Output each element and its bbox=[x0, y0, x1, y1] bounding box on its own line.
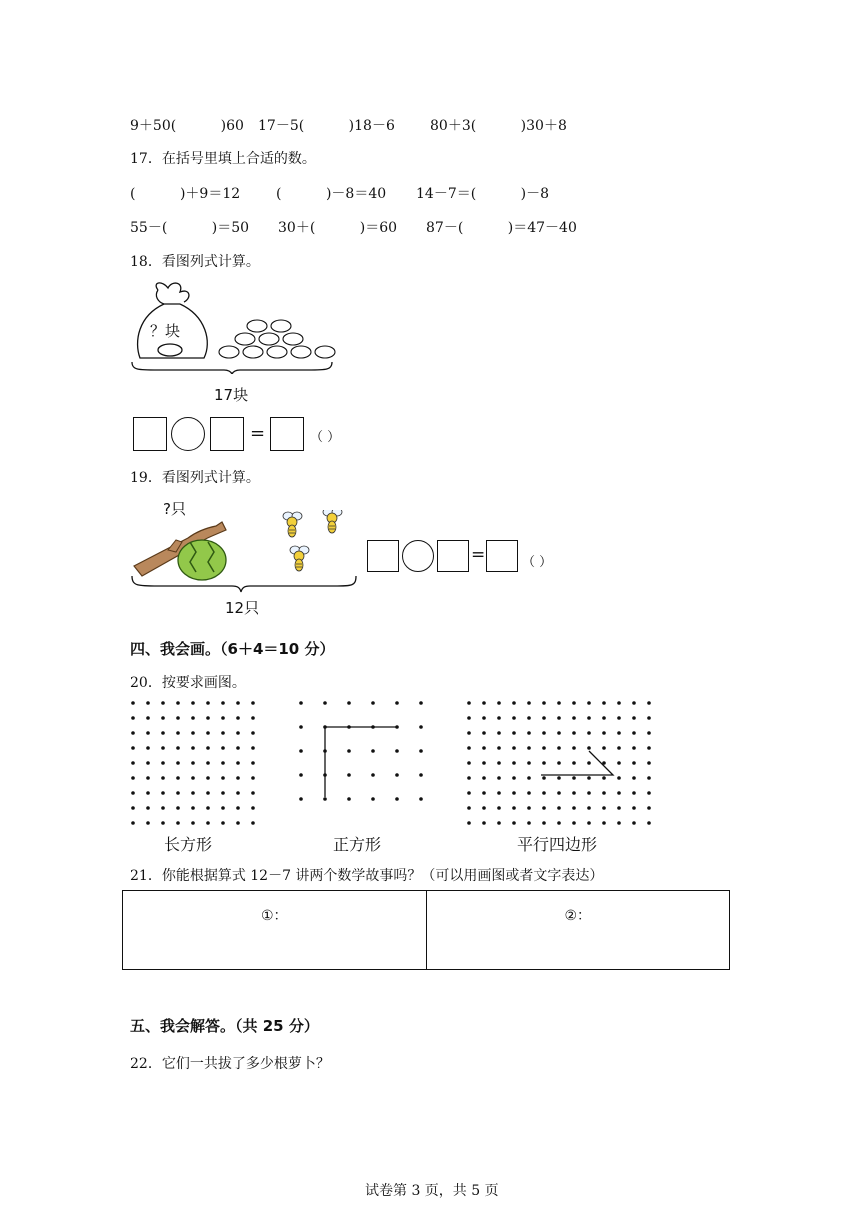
grid-dot bbox=[632, 716, 636, 720]
grid-dot bbox=[572, 791, 576, 795]
grid-dot bbox=[497, 716, 501, 720]
grid-dot bbox=[632, 761, 636, 765]
grid-dot bbox=[176, 821, 180, 825]
grid-dot bbox=[191, 806, 195, 810]
grid-dot bbox=[617, 806, 621, 810]
grid-dot bbox=[299, 749, 303, 753]
q18-operator-circle[interactable] bbox=[171, 417, 205, 451]
q16-item-1: 9＋50( )60 bbox=[130, 118, 244, 134]
grid-dot bbox=[191, 776, 195, 780]
grid-dot bbox=[497, 746, 501, 750]
grid-dot bbox=[299, 725, 303, 729]
grid-dot bbox=[191, 701, 195, 705]
grid-dot bbox=[161, 821, 165, 825]
q19-total-label: 12只 bbox=[225, 599, 260, 617]
grid-dot bbox=[497, 701, 501, 705]
grid-dot bbox=[146, 716, 150, 720]
q19-answer-box-3[interactable] bbox=[486, 540, 518, 572]
grid-dot bbox=[557, 821, 561, 825]
grid-dot bbox=[557, 701, 561, 705]
grid-dot bbox=[236, 716, 240, 720]
grid-dot bbox=[161, 791, 165, 795]
grid-dot bbox=[131, 701, 135, 705]
q19-illustration bbox=[128, 510, 362, 596]
grid-dot bbox=[206, 731, 210, 735]
q17-row2-item-2: 30＋( )＝60 bbox=[278, 220, 398, 236]
grid-dot bbox=[482, 821, 486, 825]
grid-dot bbox=[572, 821, 576, 825]
grid-dot bbox=[467, 731, 471, 735]
grid-dot bbox=[323, 701, 327, 705]
grid-dot bbox=[587, 731, 591, 735]
grid-dot bbox=[482, 731, 486, 735]
grid-dot bbox=[647, 746, 651, 750]
grid-dot bbox=[497, 731, 501, 735]
q17-row1-item-2: ( )－8＝40 bbox=[276, 186, 387, 202]
grid-dot bbox=[221, 821, 225, 825]
grid-dot bbox=[497, 806, 501, 810]
grid-dot bbox=[131, 746, 135, 750]
grid-dot bbox=[587, 821, 591, 825]
grid-dot bbox=[617, 746, 621, 750]
q20-label-parallelogram: 平行四边形 bbox=[517, 835, 598, 854]
grid-dot bbox=[191, 791, 195, 795]
grid-dot bbox=[191, 746, 195, 750]
grid-dot bbox=[617, 776, 621, 780]
grid-dot bbox=[395, 749, 399, 753]
grid-dot bbox=[236, 761, 240, 765]
grid-dot bbox=[251, 821, 255, 825]
q17-row1-item-1: ( )＋9＝12 bbox=[130, 186, 241, 202]
grid-dot bbox=[572, 731, 576, 735]
grid-dot bbox=[161, 746, 165, 750]
q19-answer-box-2[interactable] bbox=[437, 540, 469, 572]
grid-dot bbox=[527, 701, 531, 705]
grid-dot bbox=[236, 806, 240, 810]
grid-dot bbox=[146, 731, 150, 735]
grid-dot bbox=[251, 761, 255, 765]
grid-dot bbox=[557, 791, 561, 795]
grid-dot bbox=[347, 701, 351, 705]
bee-icon bbox=[290, 546, 309, 571]
grid-dot bbox=[527, 806, 531, 810]
grid-dot bbox=[647, 761, 651, 765]
grid-dot bbox=[176, 806, 180, 810]
grid-dot bbox=[206, 806, 210, 810]
q19-total-brace bbox=[132, 576, 356, 592]
grid-dot bbox=[497, 791, 501, 795]
grid-dot bbox=[371, 797, 375, 801]
grid-dot bbox=[512, 746, 516, 750]
grid-dot bbox=[221, 791, 225, 795]
grid-dot bbox=[632, 731, 636, 735]
grid-dot bbox=[542, 761, 546, 765]
dot-grid-rectangle[interactable] bbox=[126, 696, 262, 826]
grid-dot bbox=[347, 797, 351, 801]
q22-title: 22．它们一共拔了多少根萝卜？ bbox=[130, 1056, 330, 1072]
grid-dot bbox=[617, 761, 621, 765]
grid-dot bbox=[512, 791, 516, 795]
grid-dot bbox=[191, 716, 195, 720]
grid-dot bbox=[371, 773, 375, 777]
grid-dot bbox=[632, 806, 636, 810]
grid-dot bbox=[221, 731, 225, 735]
grid-dot bbox=[146, 806, 150, 810]
q20-label-rectangle: 长方形 bbox=[164, 835, 213, 854]
grid-dot bbox=[251, 791, 255, 795]
grid-dot bbox=[176, 791, 180, 795]
q16-item-2: 17－5( )18－6 bbox=[258, 118, 395, 134]
q17-row1-item-3: 14－7＝( )－8 bbox=[416, 186, 550, 202]
grid-dot bbox=[587, 716, 591, 720]
grid-dot bbox=[602, 776, 606, 780]
grid-dot bbox=[467, 791, 471, 795]
grid-dot bbox=[131, 776, 135, 780]
grid-dot bbox=[482, 701, 486, 705]
grid-dot bbox=[542, 716, 546, 720]
q19-answer-box-1[interactable] bbox=[367, 540, 399, 572]
grid-dot bbox=[251, 746, 255, 750]
grid-dot bbox=[512, 776, 516, 780]
q18-answer-box-1[interactable] bbox=[133, 417, 167, 451]
grid-dot bbox=[221, 806, 225, 810]
grid-dot bbox=[347, 773, 351, 777]
grid-dot bbox=[419, 797, 423, 801]
grid-dot bbox=[206, 791, 210, 795]
grid-dot bbox=[299, 701, 303, 705]
q20-label-square: 正方形 bbox=[333, 835, 382, 854]
grid-dot bbox=[131, 761, 135, 765]
grid-dot bbox=[557, 761, 561, 765]
grid-dot bbox=[497, 821, 501, 825]
section5-heading: 五、我会解答。（共 25 分） bbox=[130, 1017, 319, 1035]
q18-equals-sign: = bbox=[250, 423, 266, 444]
grid-dot bbox=[323, 797, 327, 801]
grid-dot bbox=[557, 731, 561, 735]
grid-dot bbox=[236, 731, 240, 735]
square-partial-outline bbox=[325, 727, 397, 797]
page-footer: 试卷第 3 页，共 5 页 bbox=[365, 1183, 499, 1199]
grid-dot bbox=[236, 776, 240, 780]
q19-unit-paren[interactable]: （ ） bbox=[522, 555, 553, 570]
grid-dot bbox=[251, 701, 255, 705]
grid-dot bbox=[419, 701, 423, 705]
grid-dot bbox=[632, 821, 636, 825]
grid-dot bbox=[587, 806, 591, 810]
grid-dot bbox=[191, 731, 195, 735]
grid-dot bbox=[206, 821, 210, 825]
q20-title: 20．按要求画图。 bbox=[130, 675, 246, 691]
grid-dot bbox=[512, 701, 516, 705]
grid-dot bbox=[251, 776, 255, 780]
q18-answer-box-2[interactable] bbox=[210, 417, 244, 451]
grid-dot bbox=[527, 776, 531, 780]
grid-dot bbox=[131, 791, 135, 795]
grid-dot bbox=[347, 749, 351, 753]
grid-dot bbox=[146, 791, 150, 795]
grid-dot bbox=[497, 761, 501, 765]
q18-total-brace bbox=[132, 362, 332, 374]
dot-grid-parallelogram[interactable] bbox=[462, 696, 662, 826]
grid-dot bbox=[617, 821, 621, 825]
grid-dot bbox=[419, 749, 423, 753]
grid-dot bbox=[542, 731, 546, 735]
grid-dot bbox=[395, 701, 399, 705]
grid-dot bbox=[482, 761, 486, 765]
grid-dot bbox=[299, 773, 303, 777]
grid-dot bbox=[161, 716, 165, 720]
grid-dot bbox=[512, 821, 516, 825]
grid-dot bbox=[542, 806, 546, 810]
grid-dot bbox=[146, 701, 150, 705]
grid-dot bbox=[542, 701, 546, 705]
section4-heading: 四、我会画。（6＋4＝10 分） bbox=[130, 640, 335, 658]
grid-dot bbox=[587, 776, 591, 780]
grid-dot bbox=[482, 791, 486, 795]
grid-dot bbox=[647, 701, 651, 705]
grid-dot bbox=[557, 746, 561, 750]
grid-dot bbox=[617, 716, 621, 720]
grid-dot bbox=[395, 773, 399, 777]
grid-dot bbox=[371, 749, 375, 753]
q18-answer-box-3[interactable] bbox=[270, 417, 304, 451]
grid-dot bbox=[176, 746, 180, 750]
grid-dot bbox=[527, 731, 531, 735]
grid-dot bbox=[632, 701, 636, 705]
grid-dot bbox=[557, 806, 561, 810]
grid-dot bbox=[419, 725, 423, 729]
grid-dot bbox=[572, 806, 576, 810]
q18-total-label: 17块 bbox=[214, 386, 249, 404]
grid-dot bbox=[221, 776, 225, 780]
grid-dot bbox=[482, 776, 486, 780]
grid-dot bbox=[647, 806, 651, 810]
grid-dot bbox=[632, 791, 636, 795]
grid-dot bbox=[572, 716, 576, 720]
q17-row2-item-3: 87－( )＝47－40 bbox=[426, 220, 577, 236]
grid-dot bbox=[527, 746, 531, 750]
grid-dot bbox=[161, 806, 165, 810]
q17-row2-item-1: 55－( )＝50 bbox=[130, 220, 250, 236]
grid-dot bbox=[602, 746, 606, 750]
grid-dot bbox=[467, 746, 471, 750]
q18-title: 18．看图列式计算。 bbox=[130, 254, 260, 270]
grid-dot bbox=[602, 716, 606, 720]
grid-dot bbox=[176, 701, 180, 705]
grid-dot bbox=[632, 746, 636, 750]
grid-dot bbox=[221, 701, 225, 705]
dot-grid-square[interactable] bbox=[294, 696, 430, 826]
grid-dot bbox=[617, 701, 621, 705]
q17-title: 17．在括号里填上合适的数。 bbox=[130, 151, 316, 167]
grid-dot bbox=[206, 776, 210, 780]
grid-dot bbox=[131, 731, 135, 735]
grid-dot bbox=[527, 791, 531, 795]
grid-dot bbox=[146, 776, 150, 780]
grid-dot bbox=[176, 761, 180, 765]
grid-dot bbox=[557, 716, 561, 720]
grid-dot bbox=[131, 806, 135, 810]
grid-dot bbox=[647, 716, 651, 720]
grid-dot bbox=[161, 731, 165, 735]
grid-dot bbox=[512, 761, 516, 765]
grid-dot bbox=[527, 716, 531, 720]
grid-dot bbox=[572, 776, 576, 780]
grid-dot bbox=[632, 776, 636, 780]
grid-dot bbox=[542, 746, 546, 750]
q19-operator-circle[interactable] bbox=[402, 540, 434, 572]
grid-dot bbox=[221, 761, 225, 765]
q21-answer-table bbox=[122, 890, 730, 970]
grid-dot bbox=[176, 776, 180, 780]
grid-dot bbox=[221, 716, 225, 720]
grid-dot bbox=[512, 716, 516, 720]
grid-dot bbox=[467, 776, 471, 780]
q18-unit-paren[interactable]: （ ） bbox=[310, 430, 341, 445]
grid-dot bbox=[146, 746, 150, 750]
bee-icon bbox=[283, 512, 302, 537]
grid-dot bbox=[467, 821, 471, 825]
grid-dot bbox=[131, 716, 135, 720]
q16-item-3: 80＋3( )30＋8 bbox=[430, 118, 567, 134]
bee-icon bbox=[323, 510, 342, 533]
grid-dot bbox=[647, 821, 651, 825]
grid-dot bbox=[647, 791, 651, 795]
grid-dot bbox=[146, 821, 150, 825]
grid-dot bbox=[542, 776, 546, 780]
grid-dot bbox=[587, 746, 591, 750]
grid-dot bbox=[647, 776, 651, 780]
melon-icon bbox=[178, 540, 226, 580]
candy-pile bbox=[219, 320, 335, 358]
grid-dot bbox=[206, 701, 210, 705]
grid-dot bbox=[236, 746, 240, 750]
q18-bag-label: ？块 bbox=[150, 322, 181, 340]
grid-dot bbox=[467, 806, 471, 810]
grid-dot bbox=[206, 746, 210, 750]
q21-title: 21．你能根据算式 12－7 讲两个数学故事吗？（可以用画图或者文字表达） bbox=[130, 868, 604, 884]
grid-dot bbox=[527, 761, 531, 765]
grid-dot bbox=[572, 746, 576, 750]
grid-dot bbox=[602, 731, 606, 735]
grid-dot bbox=[482, 746, 486, 750]
grid-dot bbox=[467, 701, 471, 705]
grid-dot bbox=[251, 806, 255, 810]
grid-dot bbox=[587, 791, 591, 795]
grid-dot bbox=[602, 806, 606, 810]
grid-dot bbox=[572, 701, 576, 705]
grid-dot bbox=[542, 821, 546, 825]
grid-dot bbox=[191, 821, 195, 825]
q21-cell-1[interactable]: ①： bbox=[123, 891, 427, 970]
grid-dot bbox=[131, 821, 135, 825]
grid-dot bbox=[236, 791, 240, 795]
grid-dot bbox=[206, 761, 210, 765]
grid-dot bbox=[236, 821, 240, 825]
grid-dot bbox=[161, 776, 165, 780]
grid-dot bbox=[221, 746, 225, 750]
q19-equals-sign: = bbox=[471, 545, 486, 565]
grid-dot bbox=[176, 716, 180, 720]
grid-dot bbox=[497, 776, 501, 780]
grid-dot bbox=[572, 761, 576, 765]
q21-cell-2[interactable]: ②： bbox=[426, 891, 730, 970]
grid-dot bbox=[587, 761, 591, 765]
grid-dot bbox=[206, 716, 210, 720]
grid-dot bbox=[602, 701, 606, 705]
grid-dot bbox=[251, 731, 255, 735]
grid-dot bbox=[176, 731, 180, 735]
grid-dot bbox=[602, 791, 606, 795]
grid-dot bbox=[419, 773, 423, 777]
grid-dot bbox=[371, 701, 375, 705]
grid-dot bbox=[395, 797, 399, 801]
grid-dot bbox=[191, 761, 195, 765]
grid-dot bbox=[161, 701, 165, 705]
grid-dot bbox=[512, 806, 516, 810]
grid-dot bbox=[557, 776, 561, 780]
grid-dot bbox=[482, 806, 486, 810]
grid-dot bbox=[467, 761, 471, 765]
grid-dot bbox=[602, 821, 606, 825]
grid-dot bbox=[236, 701, 240, 705]
grid-dot bbox=[527, 821, 531, 825]
grid-dot bbox=[617, 791, 621, 795]
grid-dot bbox=[647, 731, 651, 735]
grid-dot bbox=[467, 716, 471, 720]
grid-dot bbox=[161, 761, 165, 765]
grid-dot bbox=[146, 761, 150, 765]
grid-dot bbox=[542, 791, 546, 795]
grid-dot bbox=[482, 716, 486, 720]
q19-top-label: ?只 bbox=[163, 500, 186, 518]
grid-dot bbox=[251, 716, 255, 720]
grid-dot bbox=[587, 701, 591, 705]
q19-title: 19．看图列式计算。 bbox=[130, 470, 260, 486]
grid-dot bbox=[512, 731, 516, 735]
grid-dot bbox=[299, 797, 303, 801]
grid-dot bbox=[617, 731, 621, 735]
